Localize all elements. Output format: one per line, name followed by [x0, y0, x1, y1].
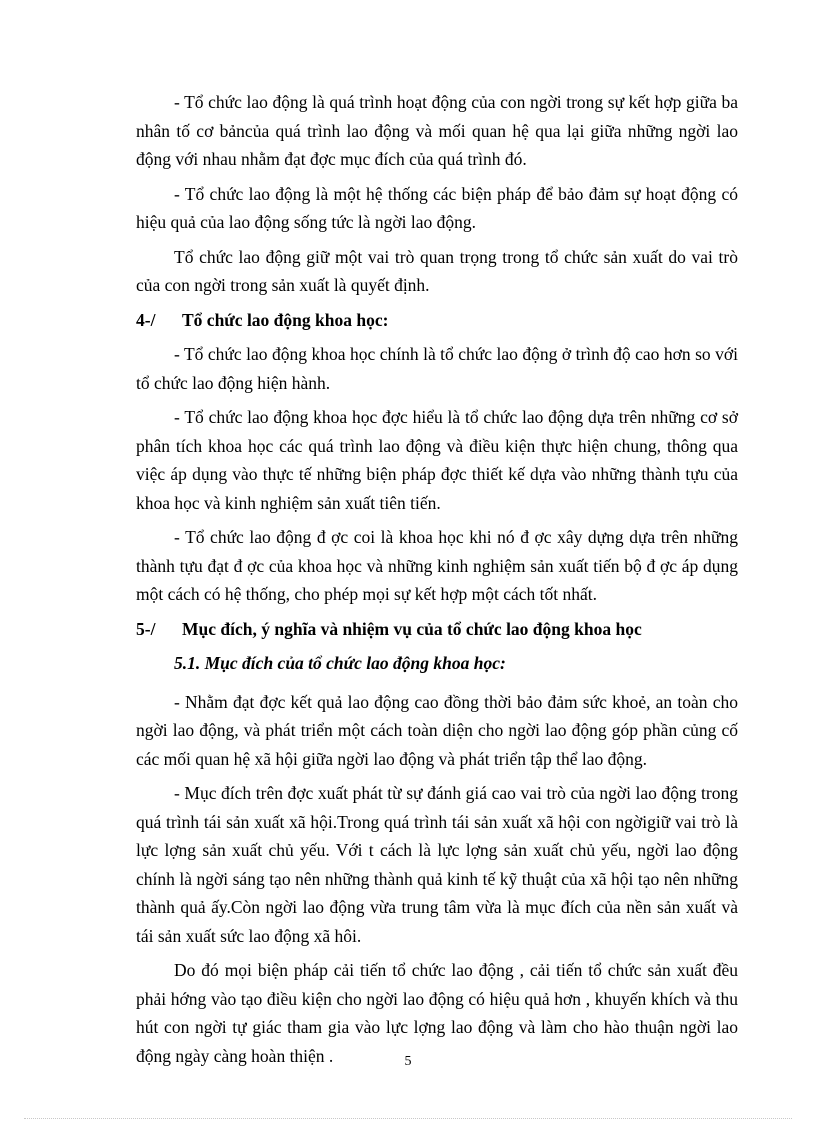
- paragraph: - Tổ chức lao động khoa học đợc hiểu là tổ chức lao động dựa trên những cơ sở phân tích khoa học các quá trình lao động và điều kiện thực hiện chung, thông qua việc áp dụng vào thực tế những biện pháp đợc thiết kế dựa vào những thành tựu của khoa học và kinh nghiệm sản xuất tiên tiến.: [136, 407, 738, 513]
- paragraph: - Tổ chức lao động là quá trình hoạt động của con ngời trong sự kết hợp giữa ba nhân tố cơ bảncủa quá trình lao động và mối quan hệ qua lại giữa những ngời lao động với nhau nhằm đạt đợc mục đích của quá trình đó.: [136, 92, 738, 169]
- section-heading-4: [136, 306, 738, 335]
- paragraph: - Nhằm đạt đợc kết quả lao động cao đồng thời bảo đảm sức khoẻ, an toàn cho ngời lao động, và phát triển một cách toàn diện cho ngời lao động góp phần củng cố các mối quan hệ xã hội giữa ngời lao động và phát triển tập thể lao động.: [136, 691, 738, 769]
- paragraph: Tổ chức lao động giữ một vai trò quan trọng trong tổ chức sản xuất do vai trò của con ngời trong sản xuất là quyết định.: [136, 246, 738, 295]
- paragraph: - Tổ chức lao động đ ợc coi là khoa học khi nó đ ợc xây dựng dựa trên những thành tựu đạt đ ợc của khoa học và những kinh nghiệm sản xuất tiến bộ đ ợc áp dụng một cách có hệ thống, cho phép mọi sự kết hợp một cách tốt nhất.: [136, 527, 738, 604]
- paragraph: - Tổ chức lao động là một hệ thống các biện pháp để bảo đảm sự hoạt động có hiệu quả của lao động sống tức là ngời lao động.: [136, 183, 738, 232]
- subsection-heading-5-1: 5.1. Mục đích của tổ chức lao động khoa học:: [174, 653, 506, 673]
- paragraph: Do đó mọi biện pháp cải tiến tổ chức lao động , cải tiến tổ chức sản xuất đều phải hớng vào tạo điều kiện cho ngời lao động có hiệu quả hơn , khuyến khích và thu hút con ngời tự giác tham gia vào lực lợng lao động và làm cho hào thuận ngời lao động ngày càng hoàn thiện .: [136, 960, 738, 1066]
- section-heading-5: [136, 615, 738, 644]
- section-number: 4-/: [136, 309, 156, 330]
- page-content: [136, 88, 738, 1076]
- section-title: Mục đích, ý nghĩa và nhiệm vụ của tổ chức lao động khoa học: [182, 618, 642, 639]
- page-bottom-divider: [24, 1118, 792, 1119]
- section-title: Tổ chức lao động khoa học:: [182, 309, 389, 330]
- page-number: 5: [404, 1054, 412, 1069]
- section-number: 5-/: [136, 618, 156, 639]
- paragraph: - Tổ chức lao động khoa học chính là tổ chức lao động ở trình độ cao hơn so với tổ chức lao động hiện hành.: [136, 344, 738, 393]
- paragraph: - Mục đích trên đợc xuất phát từ sự đánh giá cao vai trò của ngời lao động trong quá trình tái sản xuất xã hội.Trong quá trình tái sản xuất xã hội con ngờigiữ vai trò là lực lợng sản xuất chủ yếu. Với t cách là lực lợng sản xuất chủ yếu, ngời lao động chính là ngời sáng tạo nên những thành quả kinh tế kỹ thuật của xã hội tạo nên những thành quả ấy.Còn ngời lao động vừa trung tâm vừa là mục đích của nền sản xuất và tái sản xuất sức lao động xã hôi.: [136, 783, 738, 946]
